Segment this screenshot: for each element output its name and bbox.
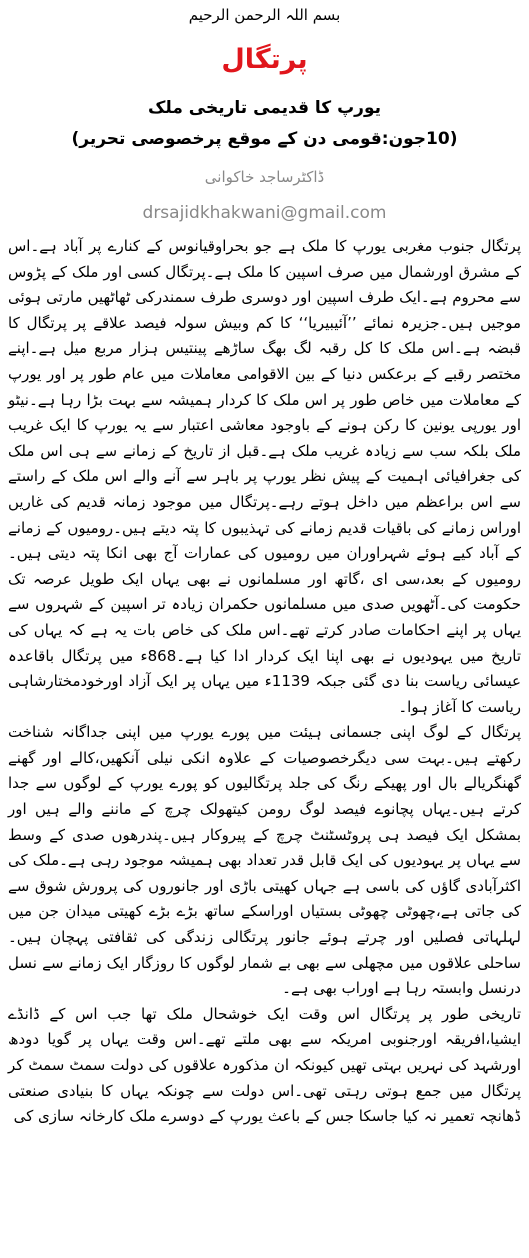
paragraph-3: تاریخی طور پر پرتگال اس وقت ایک خوشحال ملک تھا جب اس کے ڈانڈے ایشیا،افریقہ اورجنوبی امریکہ سے بھی ملتے تھے۔اس وقت یہاں پر گویا دودھ اورشہد کی نہریں بہتی تھیں کیونکہ ان مذکورہ علاقوں کی دولت سمٹ سمٹ کر پرتگال میں جمع ہوتی رہتی تھی۔اس دولت سے چونکہ یہاں کا بنیادی صنعتی ڈھانچہ تعمیر نہ کیا جاسکا جس کے باعث یورپ کے دوسرے ملک کارخانہ سازی کی: [8, 1004, 521, 1126]
bismillah-heading: بسم اللہ الرحمن الرحیم: [188, 6, 341, 24]
article-occasion: (10جون:قومی دن کے موقع پرخصوصی تحریر): [71, 129, 458, 149]
article-body: [8, 234, 521, 1130]
article-title: پرتگال: [221, 44, 308, 75]
author-email: drsajidkhakwani@gmail.com: [142, 203, 387, 223]
paragraph-1: پرتگال جنوب مغربی یورپ کا ملک ہے جو بحراوقیانوس کے کنارے پر آباد ہے۔اس کے مشرق اورشمال میں صرف اسپین کا ملک ہے۔پرتگال کسی اور ملک کے پڑوس سے محروم ہے۔ایک طرف اسپین اور دوسری طرف سمندرکی ٹھاٹھیں مارتی ہوئی موجیں ہیں۔جزیرہ نمائے ’’آئیبیریا‘‘ کا کم وبیش سولہ فیصد علاقے پر پرتگال کا قبضہ ہے۔اس ملک کا کل رقبہ لگ بھگ ساڑھے پینتیس ہزار مربع میل ہے۔اپنے مختصر رقبے کے برعکس دنیا کے بین الاقوامی معاملات میں عام طور پر اور یورپ کے معاملات میں خاص طور پر اس ملک کا کردار ہمیشہ سے بہت بڑا رہا ہے۔نیٹو اور یورپی یونین کا رکن ہونے کے باوجود معاشی اعتبار سے یہ یورپ کا ایک غریب ملک بلکہ سب سے زیادہ غریب ملک ہے۔قبل از تاریخ کے زمانے سے ہی اس ملک کی جغرافیائی اہمیت کے پیش نظر یورپ پر باہر سے آنے والے اس ملک کے راستے سے اس براعظم میں داخل ہوتے رہے۔پرتگال میں موجود زمانہ قدیم کی غاریں اوراس زمانے کی باقیات قدیم زمانے کی تہذیبوں کا پتہ دیتے ہیں۔رومیوں کے زمانے کے آباد کیے ہوئے شہراوران میں رومیوں کی عمارات آج بھی انکا پتہ دیتی ہیں۔رومیوں کے بعد،سی ای ،گاتھ اور مسلمانوں نے بھی یہاں ایک طویل عرصہ تک حکومت کی۔آٹھویں صدی میں مسلمانوں حکمران زیادہ تر اسپین کے شہروں سے یہاں پر اپنے احکامات صادر کرتے تھے۔اس ملک کی خاص بات یہ ہے کہ یہاں کی تاریخ میں یہودیوں نے بھی اپنا ایک کردار ادا کیا ہے۔868ء میں پرتگال باقاعدہ عیسائی ریاست بنا دی گئی جبکہ 1139ء میں یہاں پر ایک آزاد اورخودمختارشاہی ریاست کا آغاز ہوا۔: [8, 237, 521, 716]
paragraph-2: پرتگال کے لوگ اپنی جسمانی ہیئت میں پورے یورپ میں اپنی جداگانہ شناخت رکھتے ہیں۔بہت سی دیگرخصوصیات کے علاوہ انکی نیلی آنکھیں،کالے اور گھنے گھنگریالے بال اور پھیکے رنگ کی جلد پرتگالیوں کو پورے یورپ کے لوگوں سے جدا کرتے ہیں۔یہاں پچانوے فیصد لوگ رومن کیتھولک چرچ کے ماننے والے ہیں اور بمشکل ایک فیصد ہی پروٹسٹنٹ چرچ کے پیروکار ہیں۔پندرھوں صدی کے وسط سے یہاں پر یہودیوں کی ایک قابل قدر تعداد بھی ہمیشہ موجود رہی ہے۔ملک کی اکثرآبادی گاؤں کی باسی ہے جہاں کھیتی باڑی اور جانوروں کی پرورش شوق سے کی جاتی ہے،چھوٹی چھوٹی بستیاں اوراسکے ساتھ بڑے بڑے کھیتی میدان جن میں لہلہاتی فصلیں اور چرتے ہوئے جانور پرتگالی زندگی کی ثقافتی پہچان ہیں۔ساحلی علاقوں میں مچھلی سے بھی بے شمار لوگوں کا روزگار ایک زمانے سے نسل درنسل وابستہ رہا ہے اوراب بھی ہے۔: [8, 723, 521, 998]
author-name: ڈاکٹرساجد خاکوانی: [204, 168, 325, 186]
article-subtitle: یورپ کا قدیمی تاریخی ملک: [147, 98, 382, 118]
